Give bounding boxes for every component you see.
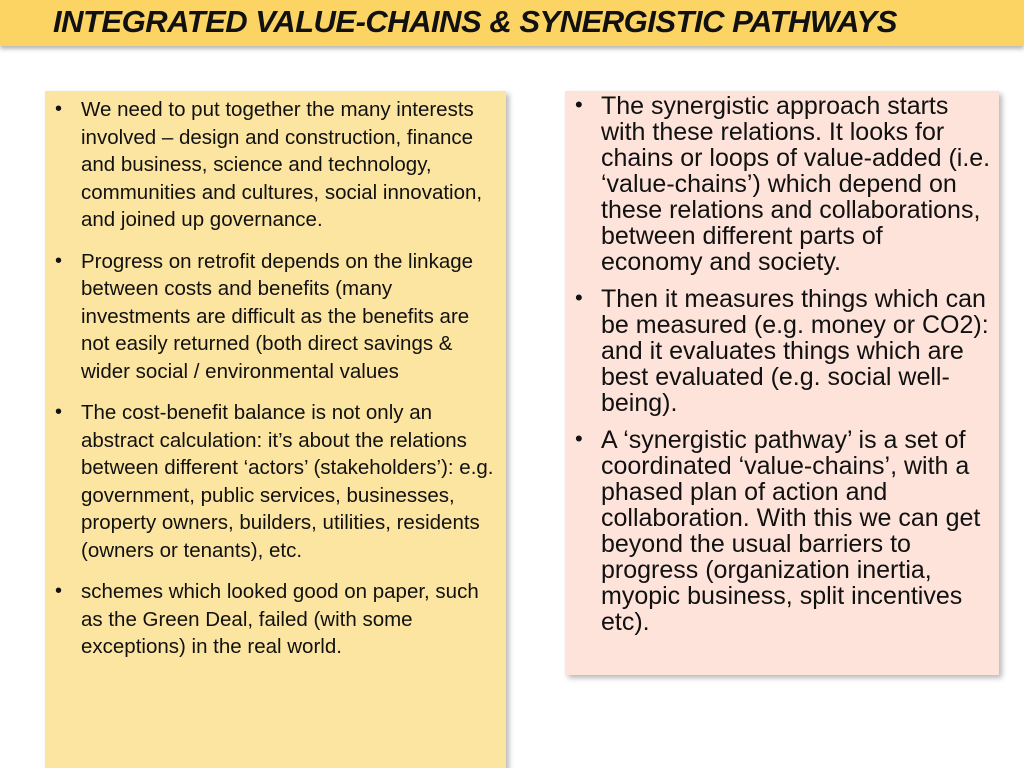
left-bullet-item-4 — [55, 578, 498, 661]
right-text-panel — [565, 91, 999, 675]
right-bullet-list — [575, 93, 991, 635]
right-bullet-item-2 — [575, 286, 991, 416]
left-bullet-text-3: The cost-benefit balance is not only an abstract calculation: it’s about the relations between different ‘actors’ (stakeholders’): e.g. government, public services, businesses, property owners, builders, utilities, residents (owners or tenants), etc. — [81, 401, 494, 562]
right-bullet-text-2: Then it measures things which can be measured (e.g. money or CO2): and it evaluates things which are best evaluated (e.g. social well-being). — [601, 285, 989, 417]
bullet-icon: • — [575, 285, 583, 310]
left-bullet-item-3 — [55, 399, 498, 564]
left-bullet-text-1: We need to put together the many interests involved – design and construction, finance and business, science and technology, communities and cultures, social innovation, and joined up governance. — [81, 98, 483, 231]
left-bullet-text-4: schemes which looked good on paper, such as the Green Deal, failed (with some exceptions) in the real world. — [81, 580, 479, 658]
left-bullet-item-2 — [55, 248, 498, 386]
left-bullet-list — [55, 96, 498, 661]
bullet-icon: • — [575, 92, 583, 117]
left-bullet-item-1 — [55, 96, 498, 234]
right-bullet-item-1 — [575, 93, 991, 275]
right-bullet-text-3: A ‘synergistic pathway’ is a set of coordinated ‘value-chains’, with a phased plan of action and collaboration. With this we can get beyond the usual barriers to progress (organization inertia, myopic business, split incentives etc). — [601, 426, 981, 636]
bullet-icon: • — [55, 401, 63, 423]
left-bullet-text-2: Progress on retrofit depends on the linkage between costs and benefits (many investments are difficult as the benefits are not easily returned (both direct savings & wider social / environmental values — [81, 249, 474, 383]
bullet-icon: • — [55, 580, 63, 602]
bullet-icon: • — [575, 426, 583, 451]
right-bullet-text-1: The synergistic approach starts with these relations. It looks for chains or loops of value-added (i.e. ‘value-chains’) which depend on these relations and collaborations, between different parts of economy and society. — [601, 92, 991, 276]
title-bar — [0, 0, 1024, 46]
bullet-icon: • — [55, 249, 63, 272]
left-text-panel — [45, 91, 506, 768]
bullet-icon: • — [55, 98, 63, 120]
slide-title: INTEGRATED VALUE-CHAINS & SYNERGISTIC PATHWAYS — [53, 4, 897, 39]
right-bullet-item-3 — [575, 427, 991, 635]
